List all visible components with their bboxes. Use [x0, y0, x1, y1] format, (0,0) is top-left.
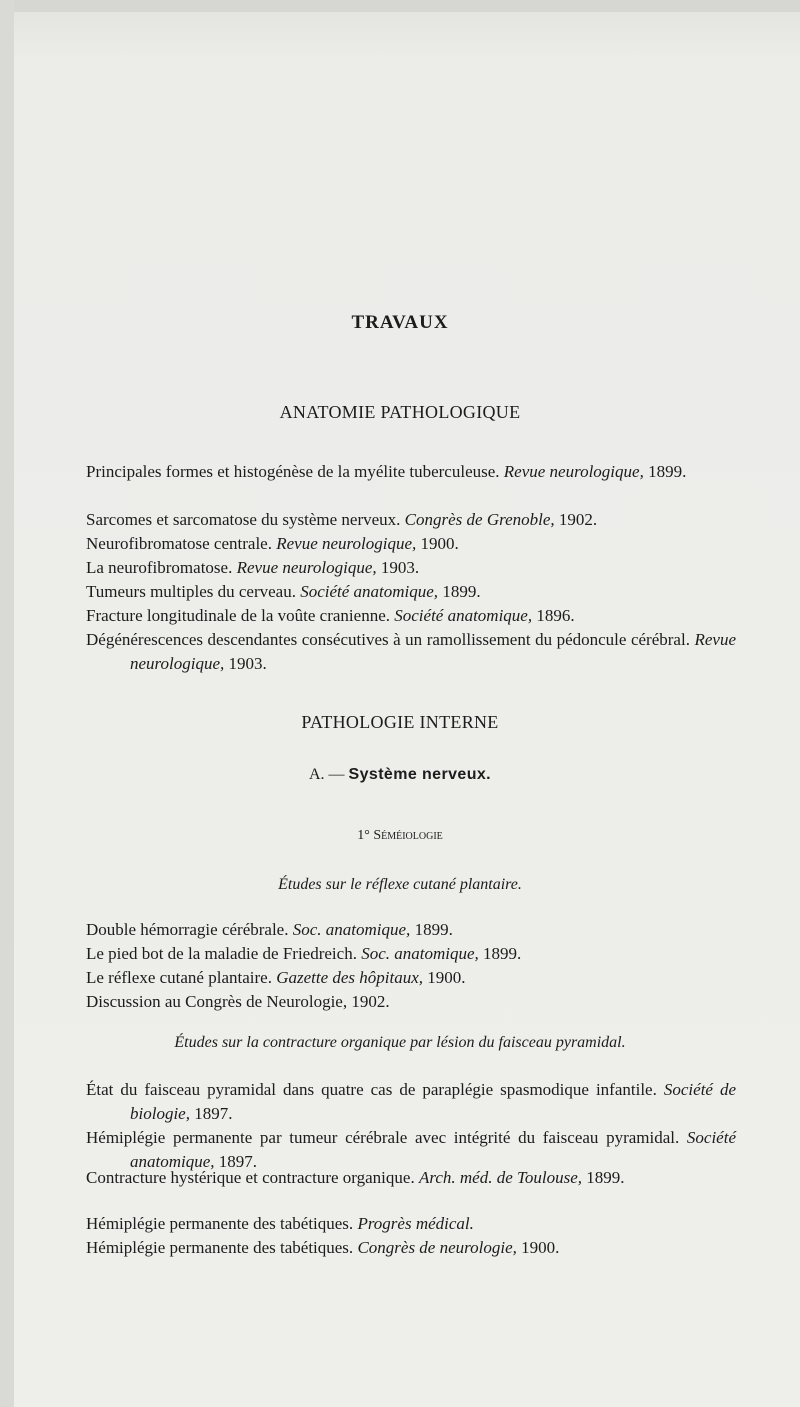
entry-g2-1: Hémiplégie permanente par tumeur cérébrale avec intégrité du faisceau pyramidal. Société anatomique, 1897. — [86, 1128, 736, 1171]
entry-g2-4: Hémiplégie permanente des tabétiques. Congrès de neurologie, 1900. — [86, 1238, 560, 1257]
entry-g1-0: Double hémorragie cérébrale. Soc. anatomique, 1899. — [86, 920, 453, 939]
group1-heading: Études sur le réflexe cutané plantaire. — [278, 876, 522, 893]
entry-g2-2: Contracture hystérique et contracture organique. Arch. méd. de Toulouse, 1899. — [86, 1168, 625, 1187]
page-title: TRAVAUX — [351, 312, 449, 333]
entry-s1-2: Neurofibromatose centrale. Revue neurologique, 1900. — [86, 534, 459, 553]
page-left-edge — [0, 0, 14, 1407]
entry-s1-5: Fracture longitudinale de la voûte cranienne. Société anatomique, 1896. — [86, 606, 575, 625]
section-heading-pathologie: PATHOLOGIE INTERNE — [301, 712, 499, 732]
entry-g1-3: Discussion au Congrès de Neurologie, 1902. — [86, 992, 390, 1011]
page-top-edge — [0, 0, 800, 12]
entry-s1-6: Dégénérescences descendantes consécutives à un ramollissement du pédoncule cérébral. Revue neurologique, 1903. — [86, 630, 736, 673]
entry-g2-0: État du faisceau pyramidal dans quatre cas de paraplégie spasmodique infantile. Société de biologie, 1897. — [86, 1080, 737, 1123]
group2-heading: Études sur la contracture organique par lésion du faisceau pyramidal. — [174, 1034, 626, 1051]
subsection-heading: A. — Système nerveux. — [308, 766, 492, 783]
entry-g2-3: Hémiplégie permanente des tabétiques. Progrès médical. — [86, 1214, 474, 1233]
entry-g1-1: Le pied bot de la maladie de Friedreich. Soc. anatomique, 1899. — [86, 944, 522, 963]
entry-s1-3: La neurofibromatose. Revue neurologique, 1903. — [86, 558, 420, 577]
entry-g1-2: Le réflexe cutané plantaire. Gazette des hôpitaux, 1900. — [86, 968, 466, 987]
entry-s1-4: Tumeurs multiples du cerveau. Société anatomique, 1899. — [86, 582, 481, 601]
entry-s1-0: Principales formes et histogénèse de la myélite tuberculeuse. Revue neurologique, 1899. — [86, 462, 687, 481]
section-heading-anatomie: ANATOMIE PATHOLOGIQUE — [279, 402, 521, 422]
entry-s1-1: Sarcomes et sarcomatose du système nerveux. Congrès de Grenoble, 1902. — [86, 510, 598, 529]
subsubsection-heading: 1° Séméiologie — [357, 828, 443, 843]
